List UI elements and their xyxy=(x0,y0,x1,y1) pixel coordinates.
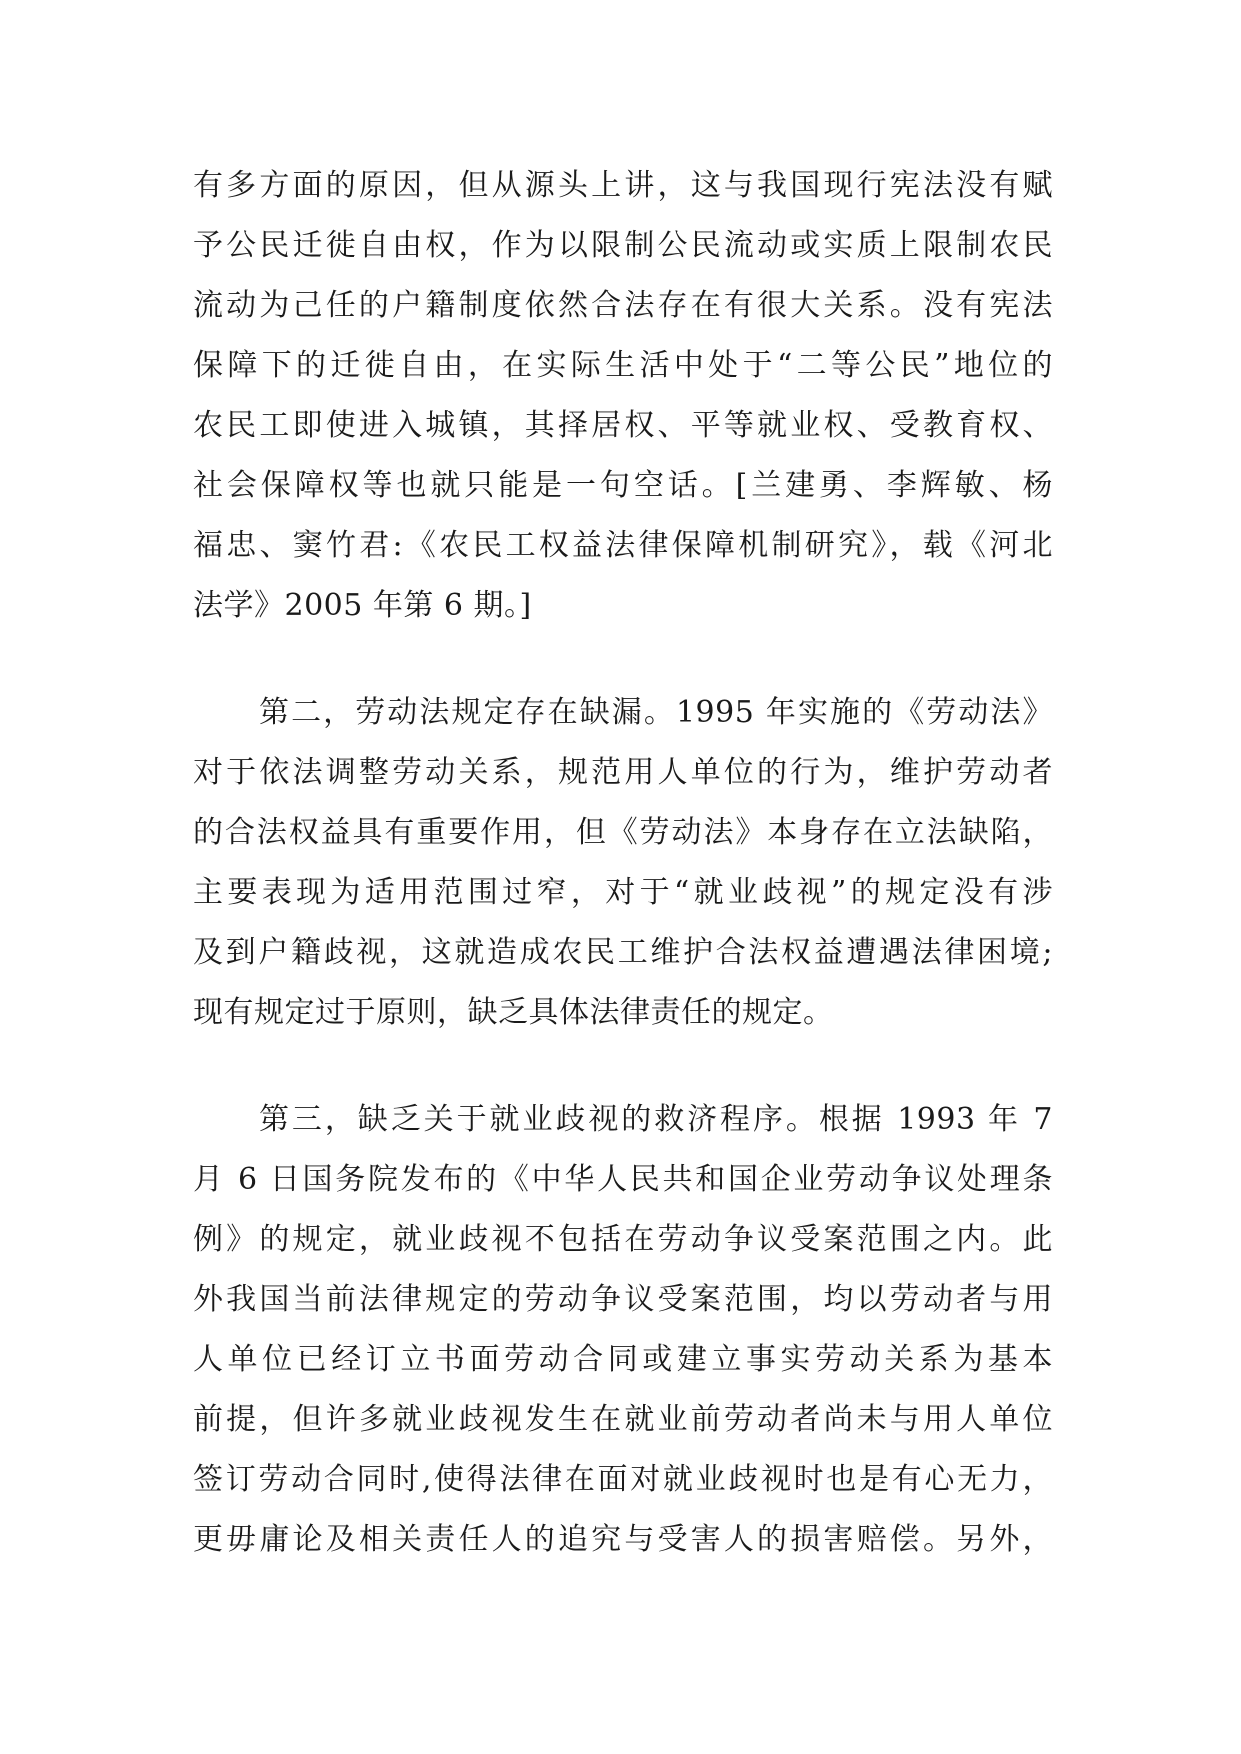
text-line: 月 6 日国务院发布的《中华人民共和国企业劳动争议处理条 xyxy=(193,1162,1053,1197)
text-line: 对于依法调整劳动关系，规范用人单位的行为，维护劳动者 xyxy=(193,755,1053,790)
text-line: 法学》2005 年第 6 期。] xyxy=(193,588,532,623)
text-line: 及到户籍歧视，这就造成农民工维护合法权益遭遇法律困境; xyxy=(193,935,1053,970)
text-line: 签订劳动合同时,使得法律在面对就业歧视时也是有心无力， xyxy=(193,1462,1053,1497)
text-line: 人单位已经订立书面劳动合同或建立事实劳动关系为基本 xyxy=(193,1342,1053,1377)
text-line: 保障下的迁徙自由，在实际生活中处于“二等公民”地位的 xyxy=(193,348,1053,383)
text-line: 前提，但许多就业歧视发生在就业前劳动者尚未与用人单位 xyxy=(193,1402,1053,1437)
text-line: 农民工即使进入城镇，其择居权、平等就业权、受教育权、 xyxy=(193,408,1053,443)
paragraph-3 xyxy=(193,1090,1053,1570)
text-line: 现有规定过于原则，缺乏具体法律责任的规定。 xyxy=(193,995,834,1030)
text-line: 福忠、窦竹君:《农民工权益法律保障机制研究》，载《河北 xyxy=(193,528,1053,563)
text-line: 外我国当前法律规定的劳动争议受案范围，均以劳动者与用 xyxy=(193,1282,1053,1317)
text-line: 第三，缺乏关于就业歧视的救济程序。根据 1993 年 7 xyxy=(259,1102,1053,1137)
text-line: 第二，劳动法规定存在缺漏。1995 年实施的《劳动法》 xyxy=(259,695,1053,730)
text-line: 更毋庸论及相关责任人的追究与受害人的损害赔偿。另外， xyxy=(193,1522,1053,1557)
text-line: 流动为己任的户籍制度依然合法存在有很大关系。没有宪法 xyxy=(193,288,1053,323)
paragraph-1 xyxy=(193,156,1053,636)
text-line: 予公民迁徙自由权，作为以限制公民流动或实质上限制农民 xyxy=(193,228,1053,263)
text-line: 社会保障权等也就只能是一句空话。[兰建勇、李辉敏、杨 xyxy=(193,468,1053,503)
text-line: 例》的规定，就业歧视不包括在劳动争议受案范围之内。此 xyxy=(193,1222,1053,1257)
text-line: 的合法权益具有重要作用，但《劳动法》本身存在立法缺陷， xyxy=(193,815,1053,850)
paragraph-2 xyxy=(193,683,1053,1043)
text-line: 有多方面的原因，但从源头上讲，这与我国现行宪法没有赋 xyxy=(193,168,1053,203)
text-line: 主要表现为适用范围过窄，对于“就业歧视”的规定没有涉 xyxy=(193,875,1053,910)
